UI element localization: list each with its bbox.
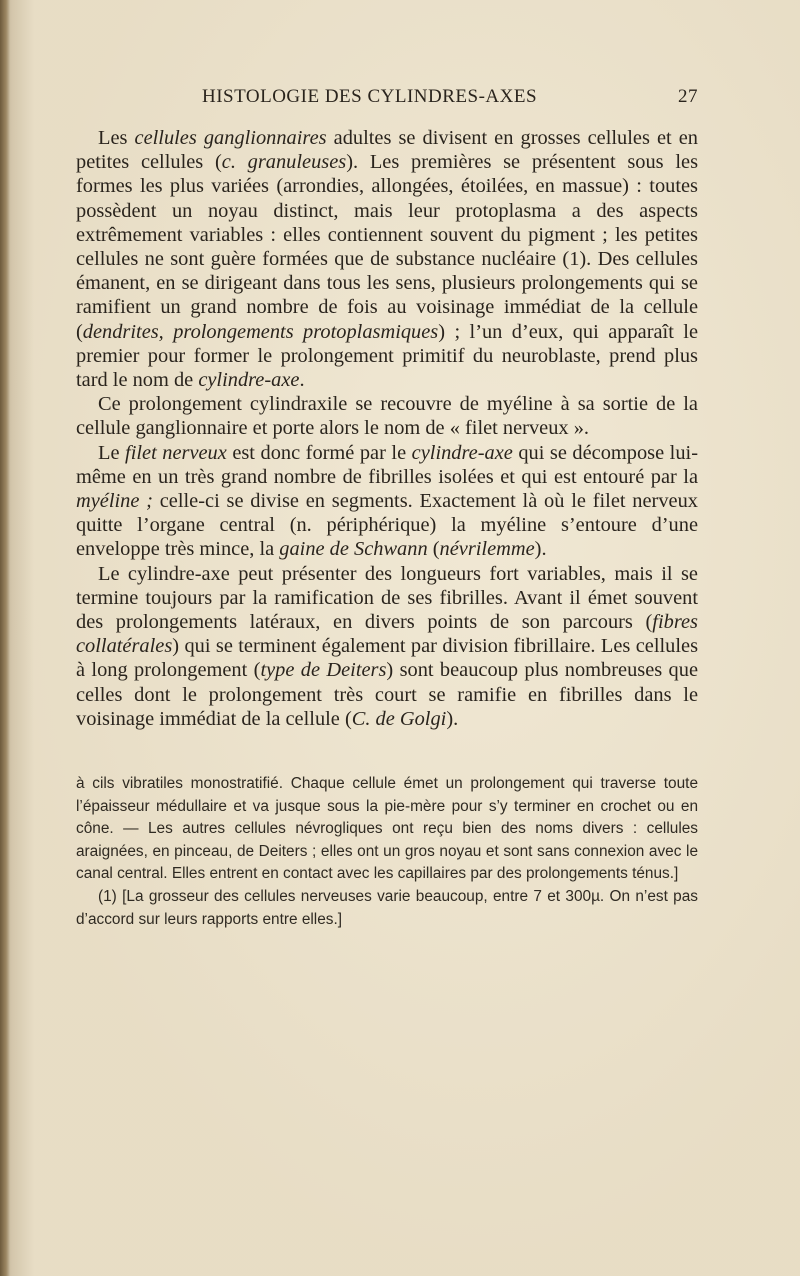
- italic-term: gaine de Schwann: [279, 538, 428, 561]
- paragraph-nerve-fiber: [76, 441, 698, 562]
- italic-term: névrilemme: [439, 538, 535, 561]
- italic-term: cylindre-axe: [198, 369, 300, 392]
- text-run: qui se décompose lui-même en un très grand nombre de fibrilles isolées et qui est entouré par la: [76, 441, 698, 488]
- page-number: 27: [678, 86, 698, 107]
- main-text: [76, 126, 698, 731]
- italic-term: dendrites, prolongements protoplasmiques: [82, 320, 439, 343]
- footnote-continuation: à cils vibratiles monostratifié. Chaque cellule émet un prolongement qui traverse toute l’épaisseur médullaire et va jusque sous la pie-mère pour s’y terminer en crochet ou en cône. — Les autres cellules névrogliques ont reçu bien des noms divers : cellules araignées, en pinceau, de Deiters ; elles ont un gros noyau et sont sans connexion avec le canal central. Elles entrent en contact avec les capillaires par des prolongements ténus.]: [76, 775, 698, 883]
- italic-term: cylindre-axe: [411, 441, 513, 464]
- text-run: Le cylindre-axe peut présenter des longueurs fort variables, mais il se termine toujours par la ramification de ses fibrilles. Avant il émet souvent des prolongements latéraux, en divers points de son parcours (: [76, 562, 698, 634]
- text-run: ).: [534, 538, 547, 561]
- text-run: ). Les premières se présentent sous les formes les plus variées (arrondies, allongées, étoilées, en massue) : toutes possèdent un noyau distinct, mais leur protoplasma a des aspects extrêmement variables : elles contiennent souvent du pigment ; les petites cellules ne sont guère formées que de substance nucléaire (1). Des cellules émanent, en se dirigeant dans tous les sens, plusieurs prolongements qui se ramifient un grand nombre de fois au voisinage immédiat de la cellule (: [76, 151, 698, 343]
- paragraph-axon-length: [76, 562, 698, 731]
- text-run: ) ; l’un d’eux, qui apparaît le premier pour former le prolongement primitif du neuroblaste, prend plus tard le nom de: [76, 320, 698, 392]
- italic-term: type de Deiters: [260, 659, 387, 682]
- text-run: (: [427, 538, 440, 561]
- text-run: ) qui se terminent également par division fibrillaire. Les cellules à long prolongement (: [76, 635, 698, 682]
- book-page: [76, 86, 698, 931]
- italic-term: C. de Golgi: [351, 707, 447, 730]
- text-run: est donc formé par le: [226, 441, 412, 464]
- text-run: celle-ci se divise en segments. Exactement là où le filet nerveux quitte l’organe central (n. périphérique) la myéline s’entoure d’une enveloppe très mince, la: [76, 490, 698, 561]
- text-run: Les: [98, 127, 135, 149]
- footnotes: [76, 773, 698, 931]
- running-title: HISTOLOGIE DES CYLINDRES-AXES: [202, 86, 538, 107]
- italic-term: myéline ;: [76, 490, 153, 513]
- text-run: ).: [446, 707, 459, 730]
- footnote-1: (1) [La grosseur des cellules nerveuses varie beaucoup, entre 7 et 300µ. On n’est pas d’accord sur leurs rapports entre elles.]: [76, 888, 698, 928]
- text-run: .: [299, 369, 305, 392]
- italic-term: cellules ganglionnaires: [134, 127, 327, 149]
- text-run: ) sont beaucoup plus nombreuses que celles dont le prolongement très court se ramifie en fibrilles dans le voisinage immédiat de la cellule (: [76, 659, 698, 730]
- text-run: adultes se divisent en grosses cellules et en petites cellules (: [76, 127, 698, 174]
- text-run: Le: [98, 441, 126, 464]
- italic-term: fibres collatérales: [76, 611, 698, 658]
- page-binding-edge: [0, 0, 10, 1276]
- running-head: [76, 86, 698, 112]
- italic-term: filet nerveux: [125, 441, 227, 464]
- paragraph-ganglion-cells: [76, 126, 698, 392]
- italic-term: c. granuleuses: [221, 151, 347, 174]
- paragraph-myelin: Ce prolongement cylindraxile se recouvre de myéline à sa sortie de la cellule ganglionnaire et porte alors le nom de « filet nerveux ».: [76, 393, 698, 440]
